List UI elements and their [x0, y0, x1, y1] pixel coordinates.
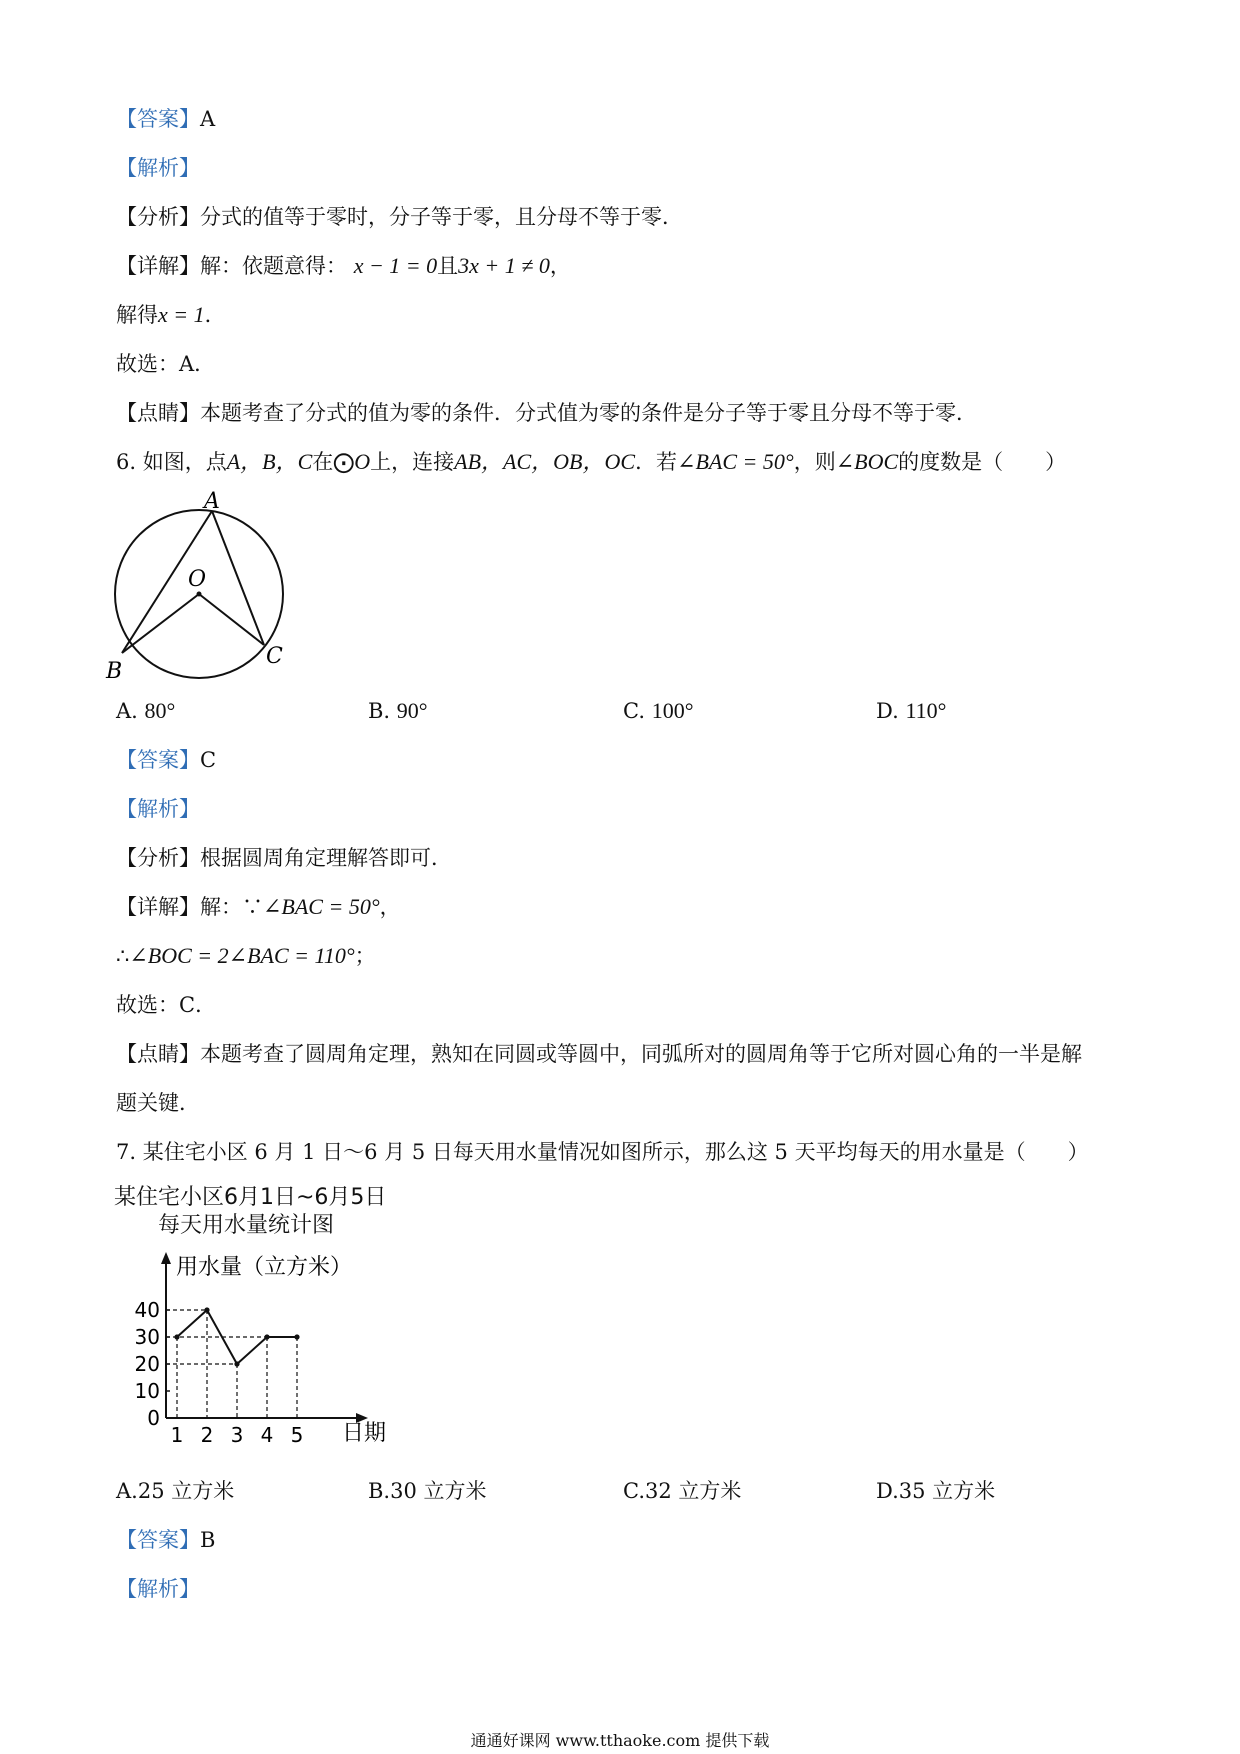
q6-option-a	[116, 697, 175, 725]
option-value: 32 立方米	[645, 1479, 742, 1503]
and-text: 且	[437, 254, 459, 278]
option-value: 30 立方米	[390, 1479, 487, 1503]
answer-value: A	[200, 107, 216, 131]
q6-fenxi-line	[116, 844, 452, 872]
choose-text: 故选：C．	[116, 993, 217, 1017]
fenxi-tag: 【分析】	[116, 205, 200, 229]
y-tick-label: 0	[147, 1406, 160, 1430]
y-axis-label: 用水量（立方米）	[176, 1255, 353, 1280]
stem-part: 6. 如图，点	[116, 450, 227, 474]
stem-angle-bac: ∠BAC = 50°	[677, 449, 794, 474]
stem-circle-o: O	[354, 449, 371, 474]
option-value: 35 立方米	[898, 1479, 996, 1503]
option-letter: B.	[368, 1479, 391, 1503]
x-tick-label: 1	[170, 1423, 184, 1447]
option-letter: A.	[116, 1479, 138, 1503]
q6-xiangjie-line	[116, 893, 401, 921]
option-value: 80°	[144, 698, 176, 723]
circle-figure	[100, 488, 300, 688]
q5-choose-line	[116, 350, 215, 378]
equation-2: 3x + 1 ≠ 0	[458, 253, 550, 278]
fenxi-text: 根据圆周角定理解答即可．	[200, 846, 452, 870]
stem-text: 7. 某住宅小区 6 月 1 日～6 月 5 日每天用水量情况如图所示，那么这 5 天平均每天的用水量是（ ）	[116, 1140, 1089, 1164]
option-letter: C.	[623, 699, 645, 723]
q6-dianjing-line-2	[116, 1089, 200, 1117]
stem-part: 上，连接	[370, 450, 455, 474]
equation-1: x − 1 = 0	[353, 253, 438, 278]
q6-option-d	[876, 697, 946, 725]
water-usage-chart	[110, 1250, 410, 1460]
stem-points: A，B，C	[226, 449, 313, 474]
q7-option-b	[368, 1477, 487, 1505]
label-c: C	[266, 644, 283, 669]
stem-segments: AB，AC，OB，OC	[454, 449, 636, 474]
option-value: 110°	[905, 698, 947, 723]
solve-equation: x = 1	[158, 302, 205, 327]
q5-xiangjie-line	[116, 252, 571, 280]
dianjing-text-2: 题关键．	[116, 1091, 200, 1115]
analysis-tag: 【解析】	[116, 1577, 200, 1601]
q6-stem	[116, 448, 1066, 476]
label-b: B	[106, 659, 123, 684]
analysis-tag: 【解析】	[116, 156, 200, 180]
stem-part: ，则	[793, 450, 836, 474]
y-tick-label: 20	[134, 1352, 160, 1376]
chart-title-line-2: 每天用水量统计图	[158, 1213, 335, 1238]
q5-answer-line	[116, 105, 215, 133]
solve-end: ．	[204, 303, 226, 327]
q7-answer-line	[116, 1526, 215, 1554]
xiangjie-text: 解：∵	[200, 895, 263, 919]
option-value: 25 立方米	[137, 1479, 235, 1503]
therefore-end: ；	[354, 944, 376, 968]
stem-part: 在⨀	[312, 450, 355, 474]
q7-analysis-line	[116, 1575, 200, 1603]
label-o: O	[188, 567, 207, 592]
x-tick-label: 3	[230, 1423, 244, 1447]
data-point	[174, 1334, 179, 1339]
dianjing-text: 本题考查了圆周角定理，熟知在同圆或等圆中，同弧所对的圆周角等于它所对圆心角的一半是解	[200, 1042, 1082, 1066]
q6-option-b	[368, 697, 428, 725]
q6-answer-line	[116, 746, 216, 774]
q6-analysis-line	[116, 795, 200, 823]
dianjing-tag: 【点睛】	[116, 401, 200, 425]
xiangjie-tag: 【详解】	[116, 254, 200, 278]
page-footer: 通通好课网 www.tthaoke.com 提供下载	[470, 1731, 770, 1750]
data-point	[204, 1307, 209, 1312]
chart-title-line-1: 某住宅小区6月1日~6月5日	[114, 1185, 387, 1210]
option-letter: D.	[876, 699, 899, 723]
x-tick-label: 2	[200, 1423, 214, 1447]
stem-part: 的度数是（ ）	[898, 450, 1067, 474]
xiangjie-tag: 【详解】	[116, 895, 200, 919]
option-value: 100°	[651, 698, 694, 723]
xiangjie-text: 解：依题意得：	[200, 254, 347, 278]
q6-therefore-line	[116, 942, 376, 970]
q5-analysis-line	[116, 154, 200, 182]
fenxi-tag: 【分析】	[116, 846, 200, 870]
y-tick-label: 10	[134, 1379, 160, 1403]
option-value: 90°	[396, 698, 428, 723]
xiangjie-equation: ∠BAC = 50°	[263, 894, 380, 919]
analysis-tag: 【解析】	[116, 797, 200, 821]
answer-tag: 【答案】	[116, 748, 200, 772]
center-dot	[197, 592, 202, 597]
q7-option-d	[876, 1477, 995, 1505]
xiangjie-end: ，	[379, 895, 401, 919]
q5-fenxi-line	[116, 203, 683, 231]
data-point	[234, 1361, 239, 1366]
therefore-equation: ∠BOC = 2∠BAC = 110°	[129, 943, 355, 968]
stem-part: ．若	[635, 450, 678, 474]
option-letter: D.	[876, 1479, 899, 1503]
dianjing-text: 本题考查了分式的值为零的条件．分式值为零的条件是分子等于零且分母不等于零．	[200, 401, 977, 425]
option-letter: B.	[368, 699, 391, 723]
label-a: A	[204, 489, 220, 514]
option-letter: C.	[623, 1479, 645, 1503]
dianjing-tag: 【点睛】	[116, 1042, 200, 1066]
q7-option-c	[623, 1477, 741, 1505]
q7-option-a	[116, 1477, 234, 1505]
comma: ，	[549, 254, 571, 278]
choose-text: 故选：A．	[116, 352, 216, 376]
fenxi-text: 分式的值等于零时，分子等于零，且分母不等于零．	[200, 205, 683, 229]
answer-tag: 【答案】	[116, 1528, 200, 1552]
stem-angle-boc: ∠BOC	[835, 449, 899, 474]
q6-option-c	[623, 697, 694, 725]
q6-choose-line	[116, 991, 216, 1019]
answer-value: C	[200, 748, 217, 772]
option-letter: A.	[116, 699, 138, 723]
q5-solve-line	[116, 301, 226, 329]
q7-stem	[116, 1138, 1089, 1166]
solve-text: 解得	[116, 303, 158, 327]
answer-value: B	[200, 1528, 216, 1552]
data-point	[264, 1334, 269, 1339]
therefore-symbol: ∴	[116, 944, 130, 968]
y-tick-label: 30	[134, 1325, 160, 1349]
q5-dianjing-line	[116, 399, 977, 427]
q6-dianjing-line	[116, 1040, 1082, 1068]
y-tick-label: 40	[134, 1298, 160, 1322]
y-axis-arrow	[161, 1252, 171, 1264]
x-axis-label: 日期	[342, 1421, 387, 1446]
answer-tag: 【答案】	[116, 107, 200, 131]
x-tick-label: 4	[260, 1423, 274, 1447]
data-point	[294, 1334, 299, 1339]
segment-ob	[122, 594, 199, 653]
x-tick-label: 5	[290, 1423, 304, 1447]
